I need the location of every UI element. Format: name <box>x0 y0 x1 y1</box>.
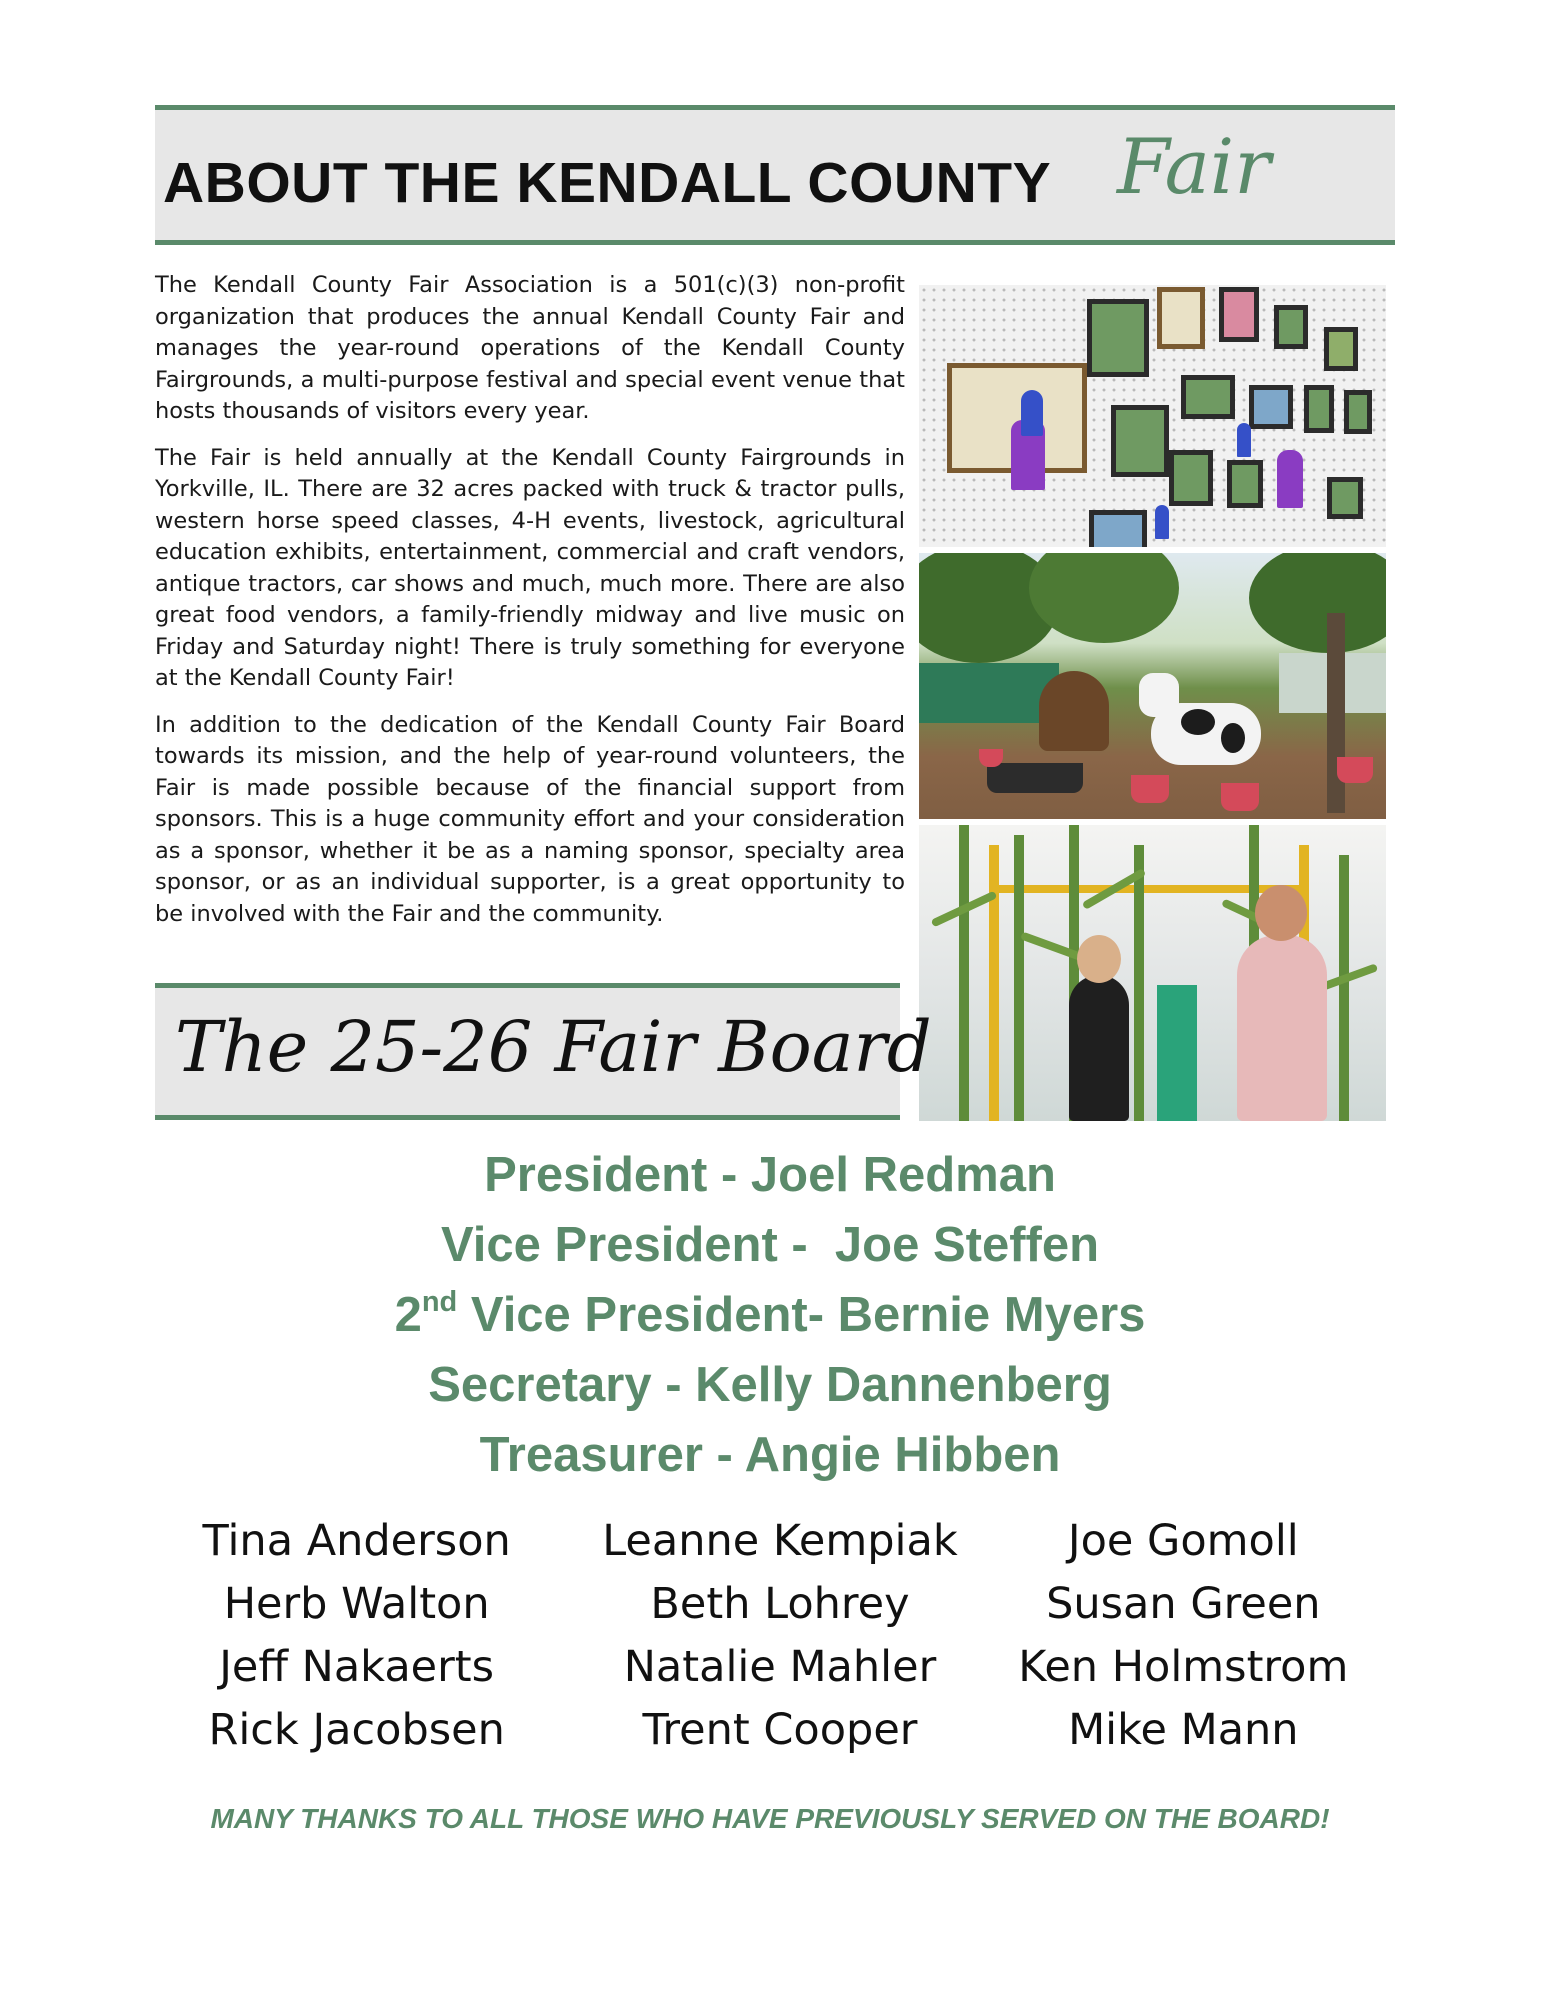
board-member: Trent Cooper <box>642 1705 918 1755</box>
board-member: Joe Gomoll <box>1067 1516 1299 1566</box>
framed-art <box>1111 405 1169 477</box>
board-member: Rick Jacobsen <box>208 1705 505 1755</box>
art-exhibit-photo <box>919 285 1386 585</box>
framed-art <box>1169 450 1213 506</box>
tree <box>1029 553 1179 643</box>
intro-paragraph-3: In addition to the dedication of the Kendall County Fair Board towards its mission, and the help of year-round volunteers, the Fair is made possible because of the financial support from sponsors. This is a huge community effort and your consideration as a sponsor, whether it be as a naming sponsor, specialty area sponsor, or as an individual supporter, is a great opportunity to be involved with the Fair and the community. <box>155 711 905 927</box>
award-ribbon-icon <box>1237 423 1251 457</box>
board-member: Ken Holmstrom <box>1018 1642 1349 1692</box>
ordinal-number: 2 <box>394 1288 422 1342</box>
thanks-note: MANY THANKS TO ALL THOSE WHO HAVE PREVIOUSLY SERVED ON THE BOARD! <box>210 1803 1330 1834</box>
page-title: ABOUT THE KENDALL COUNTY <box>163 151 1052 215</box>
framed-art <box>1249 385 1293 429</box>
corn-stalk <box>1134 845 1144 1121</box>
members-column-1 <box>155 1510 558 1762</box>
board-member: Jeff Nakaerts <box>219 1642 495 1692</box>
award-ribbon-icon <box>1277 450 1303 508</box>
fairgrounds-photo <box>919 553 1386 853</box>
tree-trunk <box>1327 613 1345 813</box>
flower-pot <box>1221 783 1259 811</box>
header-banner <box>155 105 1395 245</box>
cow-spot <box>1221 723 1245 753</box>
board-member: Herb Walton <box>223 1579 490 1629</box>
flower-pot <box>1131 775 1169 803</box>
framed-art <box>1181 375 1235 419</box>
officer-second-vice-president <box>155 1280 1385 1350</box>
intro-paragraph-2: The Fair is held annually at the Kendall County Fairgrounds in Yorkville, IL. There are 32 acres packed with truck & tractor pulls, western horse speed classes, 4-H events, livestock, agricultural education exhibits, entertainment, commercial and craft vendors, antique tractors, car shows and much, much more. There are also great food vendors, a family-friendly midway and live music on Friday and Saturday night! There is truly something for everyone at the Kendall County Fair! <box>155 444 905 691</box>
framed-art <box>1227 460 1263 508</box>
framed-art <box>1274 305 1308 349</box>
board-member: Leanne Kempiak <box>602 1516 958 1566</box>
board-member: Tina Anderson <box>202 1516 511 1566</box>
child-visitor <box>1069 975 1129 1121</box>
page-title-script-word: Fair <box>1117 122 1271 211</box>
bison-statue <box>1039 671 1109 751</box>
intro-paragraph-1: The Kendall County Fair Association is a 501(c)(3) non-profit organization that produces the annual Kendall County Fair and manages the year-round operations of the Kendall County Fairgrounds, a multi-purpose festival and special event venue that hosts thousands of visitors every year. <box>155 272 905 424</box>
officer-second-vp-text: Vice President- Bernie Myers <box>457 1288 1146 1342</box>
corn-stalk <box>1014 835 1024 1121</box>
board-banner <box>155 983 932 1120</box>
framed-art <box>1327 477 1363 519</box>
members-column-3 <box>982 1510 1385 1762</box>
officer-treasurer: Treasurer - Angie Hibben <box>479 1428 1061 1482</box>
award-ribbon-icon <box>1021 390 1043 436</box>
board-members <box>155 1510 1385 1762</box>
framed-art <box>1219 287 1259 342</box>
cow-statue-head <box>1139 673 1179 717</box>
board-title: The 25-26 Fair Board <box>175 1006 932 1088</box>
photo-collage <box>919 285 1386 1121</box>
framed-art <box>1157 287 1205 349</box>
board-member: Mike Mann <box>1068 1705 1299 1755</box>
cow-spot <box>1181 709 1215 735</box>
adult-visitor <box>1237 935 1327 1121</box>
corn-exhibit-photo <box>919 825 1386 1121</box>
officers-list <box>155 1140 1385 1490</box>
framed-art <box>1087 299 1149 377</box>
flower-pot <box>979 749 1003 767</box>
members-column-2 <box>578 1510 981 1762</box>
board-member: Natalie Mahler <box>623 1642 937 1692</box>
ordinal-suffix: nd <box>421 1286 458 1318</box>
framed-art <box>1324 327 1358 371</box>
child-head <box>1077 935 1121 983</box>
tree <box>1249 553 1386 653</box>
intro-text <box>155 270 905 945</box>
board-member: Beth Lohrey <box>650 1579 910 1629</box>
planter <box>987 763 1083 793</box>
officer-secretary: Secretary - Kelly Dannenberg <box>428 1358 1112 1412</box>
framed-art <box>1344 390 1372 434</box>
barn <box>919 663 1059 723</box>
flower-pot <box>1337 757 1373 783</box>
corn-stalk <box>1339 855 1349 1121</box>
board-member: Susan Green <box>1046 1579 1321 1629</box>
officer-president: President - Joel Redman <box>484 1148 1056 1202</box>
officer-vice-president: Vice President - Joe Steffen <box>440 1218 1100 1272</box>
corn-stalk <box>959 825 969 1121</box>
award-ribbon-icon <box>1155 505 1169 539</box>
framed-art <box>1304 385 1334 433</box>
display-stand <box>1157 985 1197 1121</box>
scaffold <box>989 885 1309 893</box>
adult-head <box>1255 885 1307 941</box>
